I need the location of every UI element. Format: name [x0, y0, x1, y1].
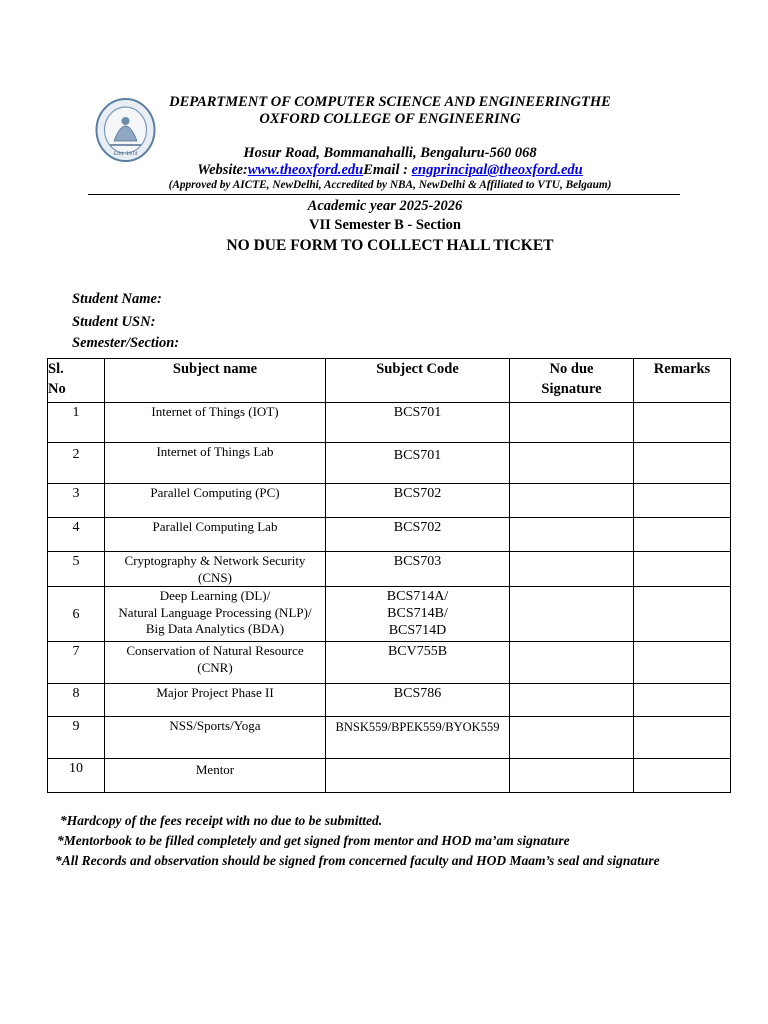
row-subject-code [326, 443, 510, 484]
row-remarks-cell[interactable] [634, 518, 731, 552]
row-no-due-signature-cell[interactable] [510, 403, 634, 443]
header-divider [88, 194, 680, 195]
row-subject-name [105, 518, 326, 552]
row-sl-no: 7 [48, 642, 105, 684]
row-subject-code [326, 587, 510, 642]
form-title: NO DUE FORM TO COLLECT HALL TICKET [226, 237, 554, 254]
row-remarks-cell[interactable] [634, 587, 731, 642]
row-subject-name [105, 642, 326, 684]
subject-code-line: BNSK559/BPEK559/BYOK559 [335, 720, 500, 734]
table-row [48, 443, 731, 484]
no-due-table [47, 358, 731, 793]
academic-year: Academic year 2025-2026 [307, 198, 463, 214]
note-mentorbook: *Mentorbook to be filled completely and get signed from mentor and HOD ma’am signature [57, 833, 570, 848]
row-subject-code [326, 759, 510, 793]
subject-name-line: Mentor [195, 762, 235, 777]
table-row [48, 717, 731, 759]
note-records: *All Records and observation should be signed from concerned faculty and HOD Maam’s seal and signature [55, 853, 660, 868]
row-subject-name [105, 484, 326, 518]
table-row [48, 552, 731, 587]
row-no-due-signature-cell[interactable] [510, 642, 634, 684]
header-subject-name: Subject name [105, 359, 326, 403]
row-no-due-signature-cell[interactable] [510, 717, 634, 759]
row-sl-no: 10 [48, 759, 105, 793]
row-subject-name [105, 759, 326, 793]
semester-section: VII Semester B - Section [309, 217, 461, 233]
approval-line: (Approved by AICTE, NewDelhi, Accredited by NBA, NewDelhi & Affiliated to VTU, Belgaum) [168, 179, 612, 191]
row-subject-name [105, 587, 326, 642]
subject-name-line: Natural Language Processing (NLP)/ [118, 604, 312, 620]
row-remarks-cell[interactable] [634, 484, 731, 518]
table-row [48, 403, 731, 443]
department-heading: DEPARTMENT OF COMPUTER SCIENCE AND ENGINEERINGTHE OXFORD COLLEGE OF ENGINEERING [169, 94, 611, 127]
table-row [48, 587, 731, 642]
subject-name-line: Internet of Things (IOT) [151, 404, 279, 419]
row-no-due-signature-cell[interactable] [510, 443, 634, 484]
note-fees-receipt: *Hardcopy of the fees receipt with no due to be submitted. [60, 813, 383, 828]
subject-name-line: Cryptography & Network Security [124, 553, 306, 568]
row-subject-name [105, 552, 326, 587]
row-subject-code [326, 684, 510, 717]
subject-name-line: Parallel Computing Lab [152, 519, 278, 534]
row-remarks-cell[interactable] [634, 403, 731, 443]
row-sl-no: 9 [48, 717, 105, 759]
student-name-label: Student Name: [72, 291, 162, 307]
website-link[interactable]: www.theoxford.edu [247, 162, 364, 178]
row-no-due-signature-cell[interactable] [510, 587, 634, 642]
college-address: Hosur Road, Bommanahalli, Bengaluru-560 068 [243, 145, 537, 161]
table-row [48, 484, 731, 518]
subject-code-line: BCS786 [393, 686, 442, 701]
row-remarks-cell[interactable] [634, 552, 731, 587]
row-remarks-cell[interactable] [634, 759, 731, 793]
row-subject-code [326, 518, 510, 552]
subject-name-line: Parallel Computing (PC) [150, 485, 280, 500]
row-no-due-signature-cell[interactable] [510, 552, 634, 587]
row-no-due-signature-cell[interactable] [510, 518, 634, 552]
subject-code-line: BCV755B [387, 644, 448, 659]
row-sl-no: 8 [48, 684, 105, 717]
table-row [48, 759, 731, 793]
row-subject-code [326, 484, 510, 518]
subject-code-line: BCS714B/ [387, 606, 448, 621]
row-subject-name [105, 684, 326, 717]
row-subject-name [105, 443, 326, 484]
row-sl-no: 1 [48, 403, 105, 443]
row-subject-name [105, 403, 326, 443]
row-no-due-signature-cell[interactable] [510, 684, 634, 717]
subject-code-line: BCS714D [388, 623, 447, 638]
row-sl-no: 2 [48, 443, 105, 484]
subject-name-line: NSS/Sports/Yoga [169, 718, 261, 733]
row-sl-no: 5 [48, 552, 105, 587]
header-sl-no: Sl. No [48, 359, 105, 403]
row-no-due-signature-cell[interactable] [510, 484, 634, 518]
subject-code-line: BCS702 [393, 486, 442, 501]
website-label: Website: [197, 162, 248, 178]
row-subject-code [326, 717, 510, 759]
row-remarks-cell[interactable] [634, 684, 731, 717]
header-no-due-signature: No due Signature [510, 359, 634, 403]
row-subject-name [105, 717, 326, 759]
subject-code-line: BCS701 [393, 448, 442, 463]
row-sl-no: 3 [48, 484, 105, 518]
table-row [48, 518, 731, 552]
subject-name-line: Big Data Analytics (BDA) [145, 621, 285, 636]
row-sl-no: 6 [48, 587, 105, 642]
subject-name-line: (CNR) [197, 659, 233, 675]
subject-name-line: Conservation of Natural Resource [126, 643, 304, 658]
logo-year-text: Estd. 1974 [113, 152, 138, 157]
row-remarks-cell[interactable] [634, 642, 731, 684]
row-no-due-signature-cell[interactable] [510, 759, 634, 793]
row-subject-code [326, 403, 510, 443]
email-link[interactable]: engprincipal@theoxford.edu [411, 162, 583, 178]
row-subject-code [326, 552, 510, 587]
header-remarks: Remarks [634, 359, 731, 403]
email-label: Email : [363, 162, 412, 178]
row-remarks-cell[interactable] [634, 443, 731, 484]
college-logo [94, 97, 157, 165]
subject-name-line: Deep Learning (DL)/ [159, 588, 271, 603]
contact-line [160, 162, 620, 179]
table-header-row [48, 359, 731, 403]
table-row [48, 684, 731, 717]
subject-code-line: BCS703 [393, 554, 442, 569]
subject-code-line: BCS701 [393, 405, 442, 420]
subject-name-line: Internet of Things Lab [156, 444, 274, 459]
subject-code-line: BCS702 [393, 520, 442, 535]
row-sl-no: 4 [48, 518, 105, 552]
table-row [48, 642, 731, 684]
student-usn-label: Student USN: [72, 314, 156, 330]
semester-section-label: Semester/Section: [72, 335, 180, 351]
subject-code-line: BCS714A/ [386, 589, 449, 604]
header-subject-code: Subject Code [326, 359, 510, 403]
row-remarks-cell[interactable] [634, 717, 731, 759]
subject-name-line: (CNS) [198, 569, 232, 585]
row-subject-code [326, 642, 510, 684]
subject-name-line: Major Project Phase II [156, 685, 274, 700]
